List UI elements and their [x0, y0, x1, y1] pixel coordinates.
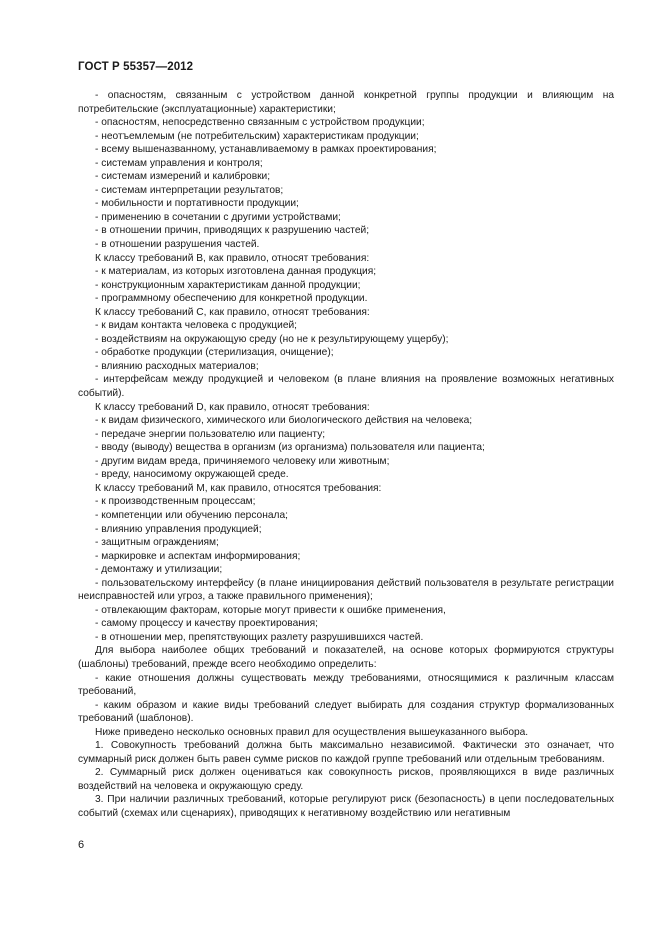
paragraph: - маркировке и аспектам информирования; — [95, 550, 301, 562]
paragraph: - всему вышеназванному, устанавливаемому в рамках проектирования; — [95, 144, 437, 156]
paragraph: - воздействиям на окружающую среду (но не к результирующему ущербу); — [95, 333, 449, 345]
paragraph: К классу требований М, как правило, относятся требования: — [95, 482, 382, 494]
document-body — [78, 89, 614, 821]
paragraph: - системам управления и контроля; — [95, 157, 263, 169]
paragraph: - опасностям, связанным с устройством данной конкретной группы продукции и влияющим на потребительские (эксплуатационные) характеристики; — [78, 90, 614, 115]
paragraph: - демонтажу и утилизации; — [95, 564, 223, 576]
paragraph: - защитным ограждениям; — [95, 537, 219, 549]
paragraph: - влиянию управления продукцией; — [95, 523, 262, 535]
paragraph: - обработке продукции (стерилизация, очищение); — [95, 347, 334, 359]
paragraph: - неотъемлемым (не потребительским) характеристикам продукции; — [95, 130, 419, 142]
paragraph: - в отношении мер, препятствующих разлету разрушившихся частей. — [95, 631, 424, 643]
paragraph: - к видам контакта человека с продукцией; — [95, 320, 298, 332]
paragraph: 1. Совокупность требований должна быть максимально независимой. Фактически это означает, что суммарный риск должен быть равен сумме рисков по каждой группе требований или отдельным требованиям. — [78, 740, 614, 765]
paragraph: - системам интерпретации результатов; — [95, 184, 284, 196]
paragraph: - в отношении разрушения частей. — [95, 239, 260, 251]
paragraph: - какие отношения должны существовать между требованиями, относящимися к различным классам требований, — [78, 672, 614, 698]
paragraph: - интерфейсам между продукцией и человеком (в плане влияния на проявление возможных негативных событий). — [78, 374, 614, 400]
paragraph: К классу требований D, как правило, относят требования: — [95, 401, 370, 413]
paragraph: - к видам физического, химического или биологического действия на человека; — [95, 415, 473, 427]
paragraph: - пользовательскому интерфейсу (в плане инициирования действий пользователя в результате регистрации неисправностей или угроз, а также правильного применения); — [78, 577, 614, 603]
paragraph: - отвлекающим факторам, которые могут привести к ошибке применения, — [95, 604, 446, 616]
paragraph: Для выбора наиболее общих требований и показателей, на основе которых формируются структуры (шаблоны) требований, прежде всего необходимо определить: — [78, 645, 614, 670]
paragraph: - другим видам вреда, причиняемого человеку или животным; — [95, 455, 390, 467]
paragraph: 2. Суммарный риск должен оцениваться как совокупность рисков, проявляющихся в виде различных воздействий на человека и окружающую среду. — [78, 767, 614, 792]
paragraph: - опасностям, непосредственно связанным с устройством продукции; — [95, 117, 425, 129]
paragraph: - системам измерений и калибровки; — [95, 171, 271, 183]
paragraph: - влиянию расходных материалов; — [95, 360, 259, 372]
paragraph: - к материалам, из которых изготовлена данная продукция; — [95, 266, 377, 278]
paragraph: - мобильности и портативности продукции; — [95, 198, 299, 210]
paragraph: - самому процессу и качеству проектирования; — [95, 618, 318, 630]
document-header: ГОСТ Р 55357—2012 — [78, 61, 194, 73]
paragraph: 3. При наличии различных требований, которые регулируют риск (безопасность) в цепи последовательных событий (схемах или сценариях), приводящих к негативному воздействию или негативным — [78, 794, 614, 819]
paragraph: - вводу (выводу) вещества в организм (из организма) пользователя или пациента; — [95, 442, 485, 454]
paragraph: К классу требований С, как правило, относят требования: — [95, 306, 370, 318]
page-number: 6 — [78, 839, 85, 851]
paragraph: - компетенции или обучению персонала; — [95, 509, 288, 521]
paragraph: - программному обеспечению для конкретной продукции. — [95, 293, 368, 305]
paragraph: - каким образом и какие виды требований следует выбирать для создания структур формализованных требований (шаблонов). — [78, 699, 614, 725]
paragraph: - передаче энергии пользователю или пациенту; — [95, 428, 326, 440]
paragraph: - к производственным процессам; — [95, 496, 256, 508]
paragraph: - вреду, наносимому окружающей среде. — [95, 469, 289, 481]
paragraph: - в отношении причин, приводящих к разрушению частей; — [95, 225, 370, 237]
paragraph: - применению в сочетании с другими устройствами; — [95, 211, 341, 223]
paragraph: К классу требований В, как правило, относят требования: — [95, 252, 370, 264]
paragraph: - конструкционным характеристикам данной продукции; — [95, 279, 361, 291]
paragraph: Ниже приведено несколько основных правил для осуществления вышеуказанного выбора. — [95, 726, 529, 738]
